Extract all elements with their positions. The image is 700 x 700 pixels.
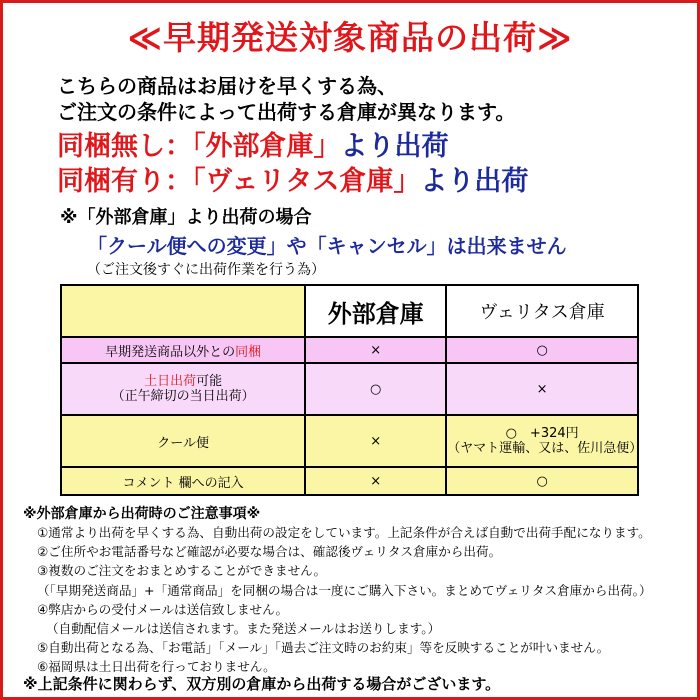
table-header-external: 外部倉庫 [305,285,446,337]
route-warehouse: 「外部倉庫」 [192,131,341,162]
intro-line-1: こちらの商品はお届けを早くする為、 [57,74,397,98]
caution-item: （「早期発送商品」+「通常商品」を同梱の場合は一度にご購入下さい。まとめてヴェリタス倉庫から出荷。） [37,582,652,598]
route-with-bundle [57,159,528,198]
caution-item: （自動配信メールは送信されます。また発送メールはお送りします。） [46,620,441,636]
row-label [61,363,305,415]
table-row [61,363,638,415]
table-row [61,415,638,467]
caution-item: ④弊店からの受付メールは送信致しません。 [37,601,289,617]
veritas-value: ○ [446,467,638,495]
footer-note: ※上記条件に関わらず、双方別の倉庫から出荷する場合がございます。 [23,675,501,693]
route-suffix: より出荷 [420,166,529,197]
row-label [61,337,305,363]
veritas-value: ○ [446,337,638,363]
caution-item: ⑤自動出荷となる為、「お電話」「メール」「過去ご注文時のお約束」等を反映することが叶いません。 [37,640,610,656]
route-warehouse: 「ヴェリタス倉庫」 [192,166,421,197]
row-label-highlight: 土日出荷 [144,374,197,389]
row-label-text: 早期発送商品以外との [105,344,236,360]
table-header-veritas: ヴェリタス倉庫 [446,285,638,337]
warehouse-comparison-table [60,284,643,496]
caution-item: ⑥福岡県は土日出荷を行っておりません。 [37,659,276,675]
veritas-value-sub: （ヤマト運輸、又は、佐川急便） [447,441,643,456]
row-label-sub: （正午締切の当日出荷） [111,389,255,404]
note-external-heading: ※「外部倉庫」より出荷の場合 [60,207,312,228]
external-value: × [305,415,446,467]
row-label: クール便 [61,415,305,467]
table-row [61,337,638,363]
caution-list [37,523,652,677]
caution-item: ③複数のご注文をおまとめすることができません。 [37,563,327,579]
row-label: コメント 欄への記入 [61,467,305,495]
row-label-highlight: 同梱 [235,344,262,360]
route-no-bundle [57,124,449,163]
external-value: ○ [305,363,446,415]
route-condition: 同梱有り： [57,166,192,197]
route-suffix: より出荷 [340,131,449,162]
external-value: × [305,337,446,363]
table-row [61,467,638,495]
veritas-value-main: ○ +324円 [505,426,579,441]
veritas-value: × [446,363,638,415]
table-header-row [61,285,638,337]
table-header-empty [61,285,305,337]
route-condition: 同梱無し： [57,131,192,162]
page-title: ≪早期発送対象商品の出荷≫ [127,18,573,57]
caution-item: ①通常より出荷を早くする為、自動出荷の設定をしています。上記条件が合えば自動で出荷手配になります。 [37,525,651,540]
intro-line-2: ご注文の条件によって出荷する倉庫が異なります。 [57,100,516,124]
caution-item: ②ご住所やお電話番号など確認が必要な場合は、確認後ヴェリタス倉庫から出荷。 [37,544,502,560]
caution-heading: ※外部倉庫から出荷時のご注意事項※ [23,506,261,522]
external-value: × [305,467,446,495]
note-reason: （ご注文後すぐに出荷作業を行う為） [87,262,325,278]
row-label-text: 可能 [196,374,223,389]
note-no-change: 「クール便への変更」や「キャンセル」は出来ません [87,234,567,258]
veritas-value [446,415,643,467]
